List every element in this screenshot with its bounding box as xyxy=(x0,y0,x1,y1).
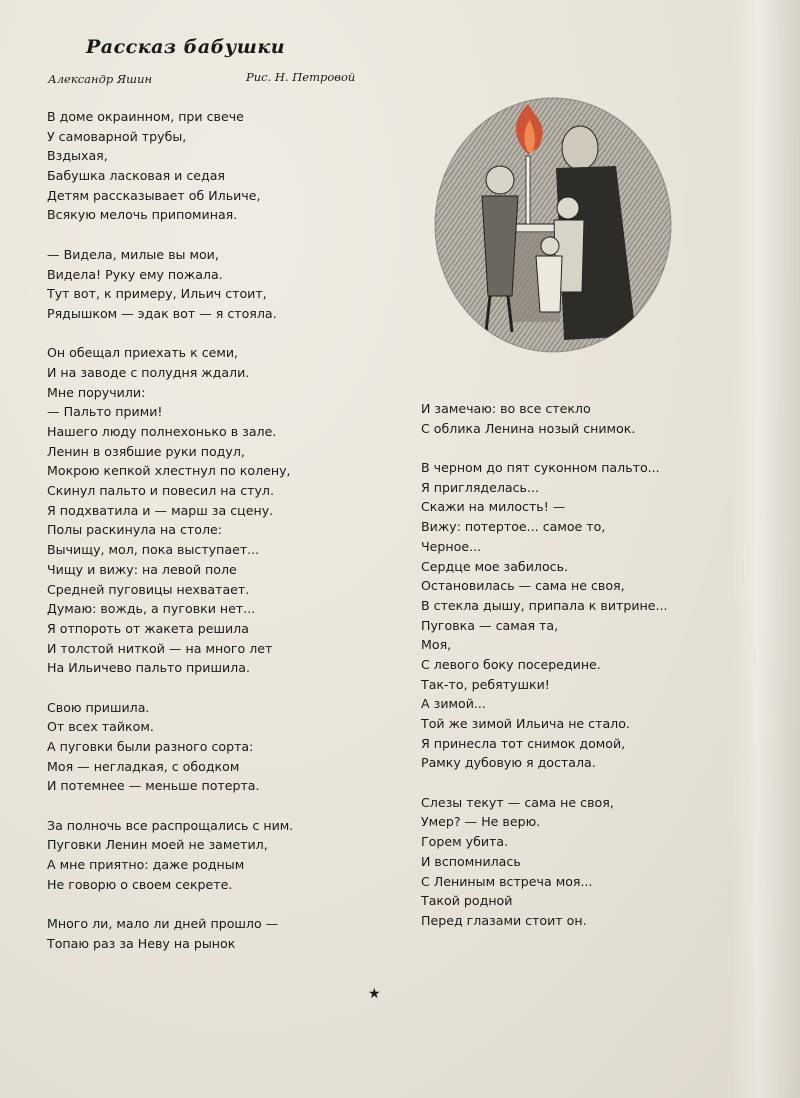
poem-line: Всякую мелочь припоминая. xyxy=(47,207,238,223)
poem-line: Много ли, мало ли дней прошло — xyxy=(47,916,279,932)
poem-line: Я отпороть от жакета решила xyxy=(47,620,249,636)
illustration-grandmother-children xyxy=(432,96,674,354)
poem-line: Я подхватила и — марш за сцену. xyxy=(47,502,274,518)
poem-line: И вспомнилась xyxy=(421,853,521,869)
poem-line: Скажи на милость! — xyxy=(421,499,566,515)
poem-line: Полы раскинула на столе: xyxy=(47,522,223,538)
poem-line: И замечаю: во все стекло xyxy=(421,401,591,416)
poem-line: В черном до пят суконном пальто... xyxy=(421,460,660,476)
poem-line: От всех тайком. xyxy=(47,719,154,735)
poem-line: Рамку дубовую я достала. xyxy=(421,755,596,771)
poem-line: Я пригляделась... xyxy=(421,479,539,495)
poem-line: И потемнее — меньше потерта. xyxy=(47,778,260,794)
poem-line: Средней пуговицы нехватает. xyxy=(47,581,250,597)
poem-line: Черное... xyxy=(421,538,482,554)
poem-line: Чищу и вижу: на левой поле xyxy=(47,561,237,577)
poem-line: Слезы текут — сама не своя, xyxy=(421,794,614,810)
poem-line: Пуговка — самая та, xyxy=(421,617,559,633)
stanza-gap xyxy=(47,225,293,245)
poem-line: Рядышком — эдак вот — я стояла. xyxy=(47,305,277,321)
poem-line: В доме окраинном, при свече xyxy=(47,109,244,124)
poem-line: Перед глазами стоит он. xyxy=(421,912,587,928)
poem-line: За полночь все распрощались с ним. xyxy=(47,817,294,833)
poem-line: Не говорю о своем секрете. xyxy=(47,876,233,892)
poem-line: В стекла дышу, припала к витрине... xyxy=(421,597,668,613)
poem-line: Топаю раз за Неву на рынок xyxy=(47,935,236,951)
stanza-gap xyxy=(47,678,293,698)
poem-line: Свою пришила. xyxy=(47,699,150,715)
poem-line: Такой родной xyxy=(421,893,513,909)
poem-line: У самоварной трубы, xyxy=(47,128,187,144)
poem-line: Я принесла тот снимок домой, xyxy=(421,735,626,751)
poem-line: Так-то, ребятушки! xyxy=(421,676,550,692)
poem-line: С Лениным встреча моя... xyxy=(421,873,593,889)
poem-line: — Пальто прими! xyxy=(47,404,163,420)
poem-line: Ленин в озябшие руки подул, xyxy=(47,443,245,459)
page-fold-shadow xyxy=(730,0,800,1098)
poem-line: А пуговки были разного сорта: xyxy=(47,739,254,754)
poem-line: Остановилась — сама не своя, xyxy=(421,578,625,594)
author-name: Александр Яшин xyxy=(48,72,153,86)
poem-line: Скинул пальто и повесил на стул. xyxy=(47,483,274,499)
poem-line: Моя — негладкая, с ободком xyxy=(47,758,240,774)
poem-line: Тут вот, к примеру, Ильич стоит, xyxy=(47,286,267,302)
poem-line: Он обещал приехать к семи, xyxy=(47,345,239,361)
stanza-gap xyxy=(421,438,668,458)
poem-line: Той же зимой Ильича не стало. xyxy=(421,716,630,731)
right-column-poem xyxy=(421,399,668,931)
poem-line: Горем убита. xyxy=(421,834,509,850)
left-column-poem xyxy=(47,107,293,954)
stanza-gap xyxy=(421,773,668,793)
poem-title: Рассказ бабушки xyxy=(86,36,286,58)
poem-line: С левого боку посередине. xyxy=(421,656,601,672)
poem-line: — Видела, милые вы мои, xyxy=(47,246,219,262)
star-ornament: ★ xyxy=(368,986,381,1002)
poem-line: И толстой ниткой — на много лет xyxy=(47,640,273,656)
poem-line: Умер? — Не верю. xyxy=(421,814,541,830)
illustrator-credit: Рис. Н. Петровой xyxy=(246,70,356,84)
poem-line: Моя, xyxy=(421,637,452,653)
poem-line: На Ильичево пальто пришила. xyxy=(47,660,250,676)
poem-line: Сердце мое забилось. xyxy=(421,558,568,574)
poem-line: Вычищу, мол, пока выступает... xyxy=(47,542,260,558)
poem-line: Мне поручили: xyxy=(47,384,146,400)
poem-line: Детям рассказывает об Ильиче, xyxy=(47,187,261,203)
poem-line: Вздыхая, xyxy=(47,148,108,164)
stanza-gap xyxy=(47,895,293,915)
poem-line: Вижу: потертое... самое то, xyxy=(421,519,606,535)
poem-line: Пуговки Ленин моей не заметил, xyxy=(47,837,268,853)
stanza-gap xyxy=(47,324,293,344)
poem-line: И на заводе с полудня ждали. xyxy=(47,364,250,380)
poem-line: Мокрою кепкой хлестнул по колену, xyxy=(47,463,291,479)
poem-line: Думаю: вождь, а пуговки нет... xyxy=(47,601,256,617)
poem-line: С облика Ленина нозый снимок. xyxy=(421,420,636,436)
stanza-gap xyxy=(47,796,293,816)
poem-line: А зимой... xyxy=(421,696,486,712)
poem-line: А мне приятно: даже родным xyxy=(47,857,245,873)
poem-line: Видела! Руку ему пожала. xyxy=(47,266,223,282)
poem-line: Бабушка ласковая и седая xyxy=(47,168,226,184)
poem-line: Нашего люду полнехонько в зале. xyxy=(47,424,277,439)
